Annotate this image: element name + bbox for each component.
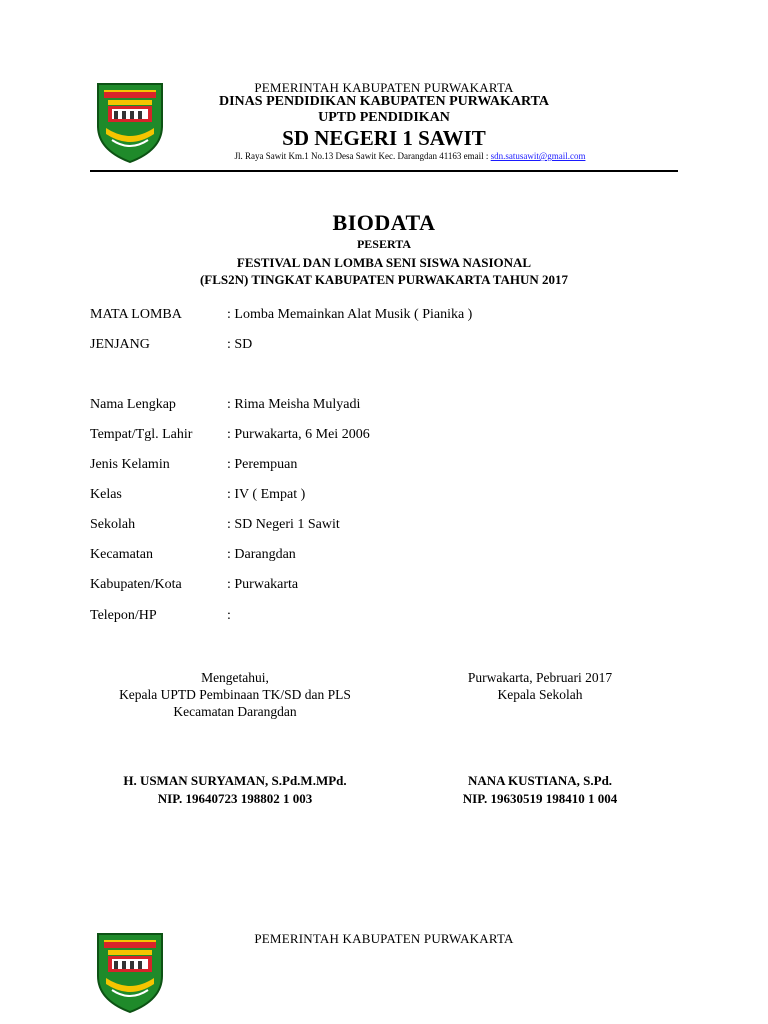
field-label: Telepon/HP [90,608,157,623]
field-value: : Perempuan [227,457,298,472]
title-event: FESTIVAL DAN LOMBA SENI SISWA NASIONAL [236,255,532,270]
field-label: MATA LOMBA [90,307,182,322]
title-participant: PESERTA [356,237,412,251]
field-value: : Lomba Memainkan Alat Musik ( Pianika ) [227,307,473,322]
letterhead-divider [90,170,678,172]
left-signer-position: Kepala UPTD Pembinaan TK/SD dan PLS [119,687,351,702]
field-value: : IV ( Empat ) [227,487,306,502]
agency-name: DINAS PENDIDIKAN KABUPATEN PURWAKARTA [219,94,549,109]
right-signer-name: NANA KUSTIANA, S.Pd. [467,773,613,788]
field-value: : Darangdan [227,547,296,562]
unit-name: UPTD PENDIDIKAN [318,110,450,125]
field-value: : SD [227,337,253,352]
acknowledged-label: Mengetahui, [201,670,269,685]
next-page-government-name: PEMERINTAH KABUPATEN PURWAKARTA [254,931,514,946]
place-date: Purwakarta, Pebruari 2017 [467,670,613,685]
title-event-level: (FLS2N) TINGKAT KABUPATEN PURWAKARTA TAHUN 2017 [199,272,569,287]
right-signer-nip: NIP. 19630519 198410 1 004 [462,791,618,806]
field-label: Kabupaten/Kota [90,577,182,592]
email-link[interactable]: sdn.satusawit@gmail.com [490,151,586,161]
field-label: Tempat/Tgl. Lahir [90,427,193,442]
left-signer-district: Kecamatan Darangdan [173,704,297,719]
left-signer-name: H. USMAN SURYAMAN, S.Pd.M.MPd. [123,773,347,788]
left-signer-nip: NIP. 19640723 198802 1 003 [157,791,313,806]
field-label: Kecamatan [90,547,153,562]
left-signer [90,772,380,808]
document-title: BIODATA [332,210,436,235]
field-label: Sekolah [90,517,136,532]
field-label: JENJANG [90,337,150,352]
field-value: : [227,608,231,623]
field-value: : Purwakarta [227,577,299,592]
government-name: PEMERINTAH KABUPATEN PURWAKARTA [254,80,514,95]
right-signer-position: Kepala Sekolah [497,687,583,702]
field-value: : Rima Meisha Mulyadi [227,397,361,412]
field-label: Jenis Kelamin [90,457,170,472]
field-value: : Purwakarta, 6 Mei 2006 [227,427,370,442]
address-text: Jl. Raya Sawit Km.1 No.13 Desa Sawit Kec. Darangdan 41163 email : [234,151,491,161]
right-signer [420,772,660,808]
field-label: Nama Lengkap [90,397,176,412]
right-signature-block [420,669,660,703]
school-address [110,151,710,161]
school-name: SD NEGERI 1 SAWIT [282,126,486,150]
left-signature-block [90,669,380,720]
field-label: Kelas [90,487,122,502]
field-value: : SD Negeri 1 Sawit [227,517,340,532]
